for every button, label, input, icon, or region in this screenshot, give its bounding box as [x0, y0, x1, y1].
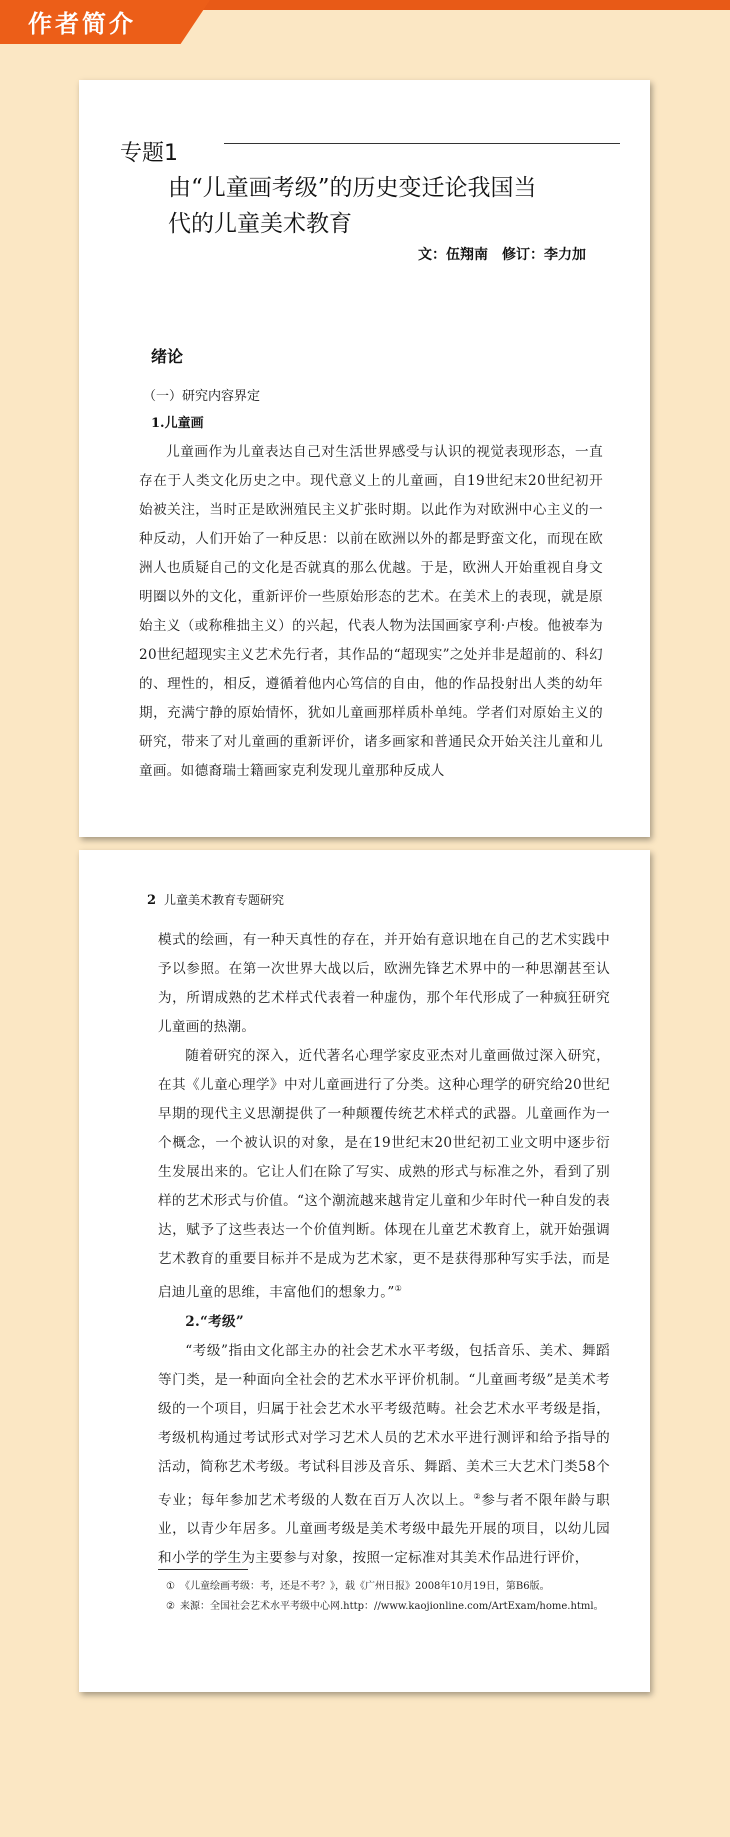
footnote-text: 来源：全国社会艺术水平考级中心网.http：//www.kaojionline.com/ArtExam/home.html。 [179, 1601, 604, 1612]
book-page-2 [79, 850, 650, 1692]
article-title [168, 170, 618, 242]
heading-introduction: 绪论 [151, 347, 184, 366]
footnote-mark: ① [166, 1581, 175, 1592]
footnote-text: 《儿童绘画考级：考，还是不考？》，载《广州日报》2008年10月19日，第B6版。 [179, 1581, 550, 1592]
body-text [139, 438, 603, 786]
footnote [166, 1597, 604, 1617]
byline [418, 244, 586, 264]
footnote-ref: ② [473, 1491, 482, 1501]
subsection-heading: 2.“考级” [185, 1313, 245, 1330]
footnote [166, 1577, 604, 1597]
footnote-ref: ① [394, 1284, 403, 1293]
topic-rule [224, 143, 620, 144]
footnote-mark: ② [166, 1601, 175, 1612]
running-head-title: 儿童美术教育专题研究 [164, 893, 285, 907]
book-page-1 [79, 80, 650, 837]
banner-title: 作者简介 [28, 10, 136, 38]
title-line-1: 由“儿童画考级”的历史变迁论我国当 [168, 175, 537, 201]
paragraph-text: 随着研究的深入，近代著名心理学家皮亚杰对儿童画做过深入研究，在其《儿童心理学》中对儿童画进行了分类。这种心理学的研究给20世纪早期的现代主义思潮提供了一种颠覆传统艺术样式的武器。儿童画作为一个概念，一个被认识的对象，是在19世纪末20世纪初工业文明中逐步衍生发展出来的。它让人们在除了写实、成熟的形式与标准之外，看到了别样的艺术形式与价值。“这个潮流越来越肯定儿童和少年时代一种自发的表达，赋予了这些表达一个价值判断。体现在儿童艺术教育上，就开始强调艺术教育的重要目标并不是成为艺术家，更不是获得那种写实手法，而是启迪儿童的思维，丰富他们的想象力。” [158, 1048, 610, 1301]
paragraph-text: “考级”指由文化部主办的社会艺术水平考级，包括音乐、美术、舞蹈等门类，是一种面向全社会的艺术水平评价机制。“儿童画考级”是美术考级的一个项目，归属于社会艺术水平考级范畴。社会艺术水平考级是指，考级机构通过考试形式对学习艺术人员的艺术水平进行测评和给予指导的活动，简称艺术考级。考试科目涉及音乐、舞蹈、美术三大艺术门类58个专业；每年参加艺术考级的人数在百万人次以上。 [158, 1342, 610, 1509]
paragraph: 儿童画作为儿童表达自己对生活世界感受与认识的视觉表现形态，一直存在于人类文化历史之中。现代意义上的儿童画，自19世纪末20世纪初开始被关注，当时正是欧洲殖民主义扩张时期。以此作为对欧洲中心主义的一种反动，人们开始了一种反思：以前在欧洲以外的都是野蛮文化，而现在欧洲人也质疑自己的文化是否就真的那么优越。于是，欧洲人开始重视自身文明圈以外的文化，重新评价一些原始形态的艺术。在美术上的表现，就是原始主义（或称稚拙主义）的兴起，代表人物为法国画家亨利·卢梭。他被奉为20世纪超现实主义艺术先行者，其作品的“超现实”之处并非是超前的、科幻的、理性的，相反，遵循着他内心笃信的自由，他的作品投射出人类的幼年期，充满宁静的原始情怀，犹如儿童画那样质朴单纯。学者们对原始主义的研究，带来了对儿童画的重新评价，诸多画家和普通民众开始关注儿童和儿童画。如德裔瑞士籍画家克利发现儿童那种反成人 [139, 444, 603, 779]
running-head [147, 891, 284, 908]
footnote-rule [158, 1569, 248, 1570]
body-text [158, 926, 610, 1573]
paragraph: 模式的绘画，有一种天真性的存在，并开始有意识地在自己的艺术实践中予以参照。在第一次世界大战以后，欧洲先锋艺术界中的一种思潮甚至认为，所谓成熟的艺术样式代表着一种虚伪，那个年代形成了一种疯狂研究儿童画的热潮。 [158, 932, 610, 1035]
author: 文：伍翔南 [418, 247, 488, 263]
reviser: 修订：李力加 [502, 247, 586, 263]
footnotes [166, 1577, 604, 1617]
paragraph [158, 1337, 610, 1574]
topic-label: 专题1 [120, 141, 178, 166]
section-heading: （一）研究内容界定 [143, 389, 261, 404]
page-number: 2 [147, 893, 157, 908]
paragraph-text: 参与者不限年龄与职业，以青少年居多。儿童画考级是美术考级中最先开展的项目，以幼儿园和小学的学生为主要参与对象，按照一定标准对其美术作品进行评价， [158, 1492, 610, 1567]
paragraph [158, 1042, 610, 1308]
subsection-heading: 1.儿童画 [151, 416, 204, 431]
title-line-2: 代的儿童美术教育 [168, 211, 352, 237]
